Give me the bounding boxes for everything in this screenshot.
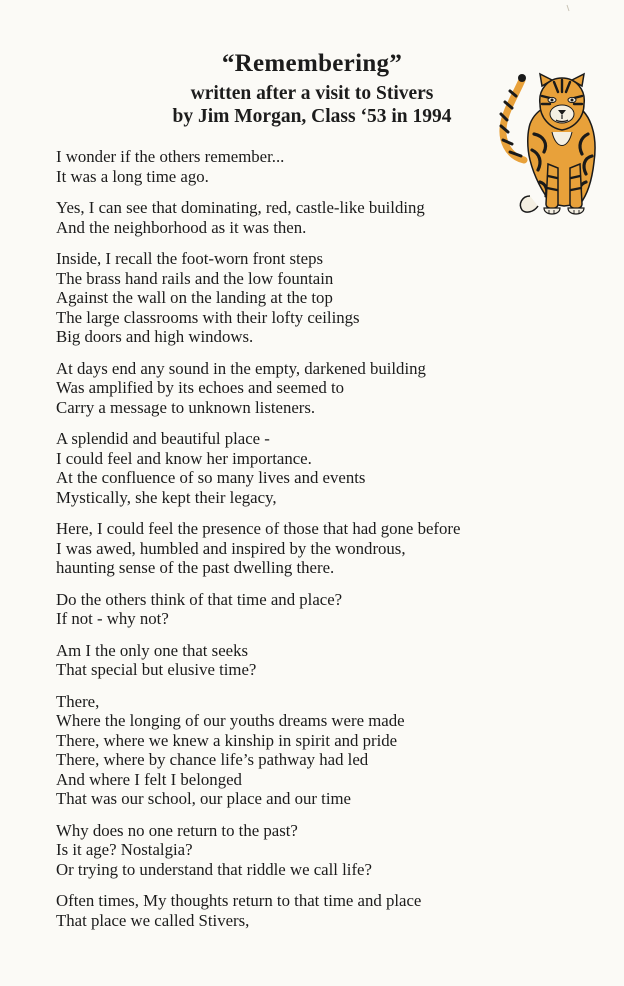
poem-line: At the confluence of so many lives and events xyxy=(56,468,366,487)
poem-title: “Remembering” xyxy=(221,50,403,77)
poem-stanza xyxy=(56,519,616,578)
poem-line: Or trying to understand that riddle we call life? xyxy=(56,859,372,879)
poem-line: Often times, My thoughts return to that time and place xyxy=(56,891,422,910)
poem-line: That was our school, our place and our time xyxy=(56,789,351,808)
poem-line: There, where by chance life’s pathway had led xyxy=(56,750,369,769)
poem-stanza xyxy=(56,147,616,186)
poem-line: A splendid and beautiful place - xyxy=(56,429,270,448)
poem-line: Why does no one return to the past? xyxy=(56,820,298,840)
poem-stanza xyxy=(56,359,616,418)
poem-line: I was awed, humbled and inspired by the wondrous, xyxy=(56,538,406,558)
poem-line: Inside, I recall the foot-worn front steps xyxy=(56,249,324,268)
paper-speck xyxy=(566,4,572,12)
poem-line: If not - why not? xyxy=(56,609,169,628)
poem-line: haunting sense of the past dwelling there. xyxy=(56,558,335,577)
poem-line: There, where we knew a kinship in spirit and pride xyxy=(56,730,398,750)
poem-line: The large classrooms with their lofty ceilings xyxy=(56,307,360,327)
poem-line: I wonder if the others remember... xyxy=(56,147,285,166)
poem-line: Here, I could feel the presence of those that had gone before xyxy=(56,519,461,538)
poem-stanza xyxy=(56,692,616,809)
poem-stanza xyxy=(56,198,616,237)
poem-subtitle: written after a visit to Stivers xyxy=(190,83,434,104)
poem-line: Big doors and high windows. xyxy=(56,327,254,346)
poem-byline: by Jim Morgan, Class ‘53 in 1994 xyxy=(172,106,452,127)
poem-line: Carry a message to unknown listeners. xyxy=(56,397,316,417)
poem-line: Where the longing of our youths dreams were made xyxy=(56,711,405,730)
poem-line: There, xyxy=(56,691,100,711)
poem-stanza xyxy=(56,891,616,930)
poem-line: At days end any sound in the empty, darkened building xyxy=(56,358,426,378)
poem-stanza xyxy=(56,429,616,507)
poem-stanza xyxy=(56,590,616,629)
poem-line: Mystically, she kept their legacy, xyxy=(56,487,277,507)
poem-line: It was a long time ago. xyxy=(56,166,209,186)
poem-stanza xyxy=(56,641,616,680)
poem-line: Yes, I can see that dominating, red, castle-like building xyxy=(56,198,425,217)
poem-line: I could feel and know her importance. xyxy=(56,448,312,468)
poem-line: The brass hand rails and the low fountain xyxy=(56,268,334,288)
poem-line: Do the others think of that time and place? xyxy=(56,589,343,609)
poem-line: And the neighborhood as it was then. xyxy=(56,217,307,237)
poem-line: That special but elusive time? xyxy=(56,660,257,679)
poem-line: That place we called Stivers, xyxy=(56,910,250,930)
poem-line: Am I the only one that seeks xyxy=(56,640,249,660)
poem-line: Is it age? Nostalgia? xyxy=(56,840,193,859)
poem-body xyxy=(56,147,616,942)
poem-stanza xyxy=(56,821,616,880)
poem-stanza xyxy=(56,249,616,347)
poem-line: And where I felt I belonged xyxy=(56,769,242,789)
poem-line: Against the wall on the landing at the top xyxy=(56,288,333,307)
poem-line: Was amplified by its echoes and seemed to xyxy=(56,378,345,397)
